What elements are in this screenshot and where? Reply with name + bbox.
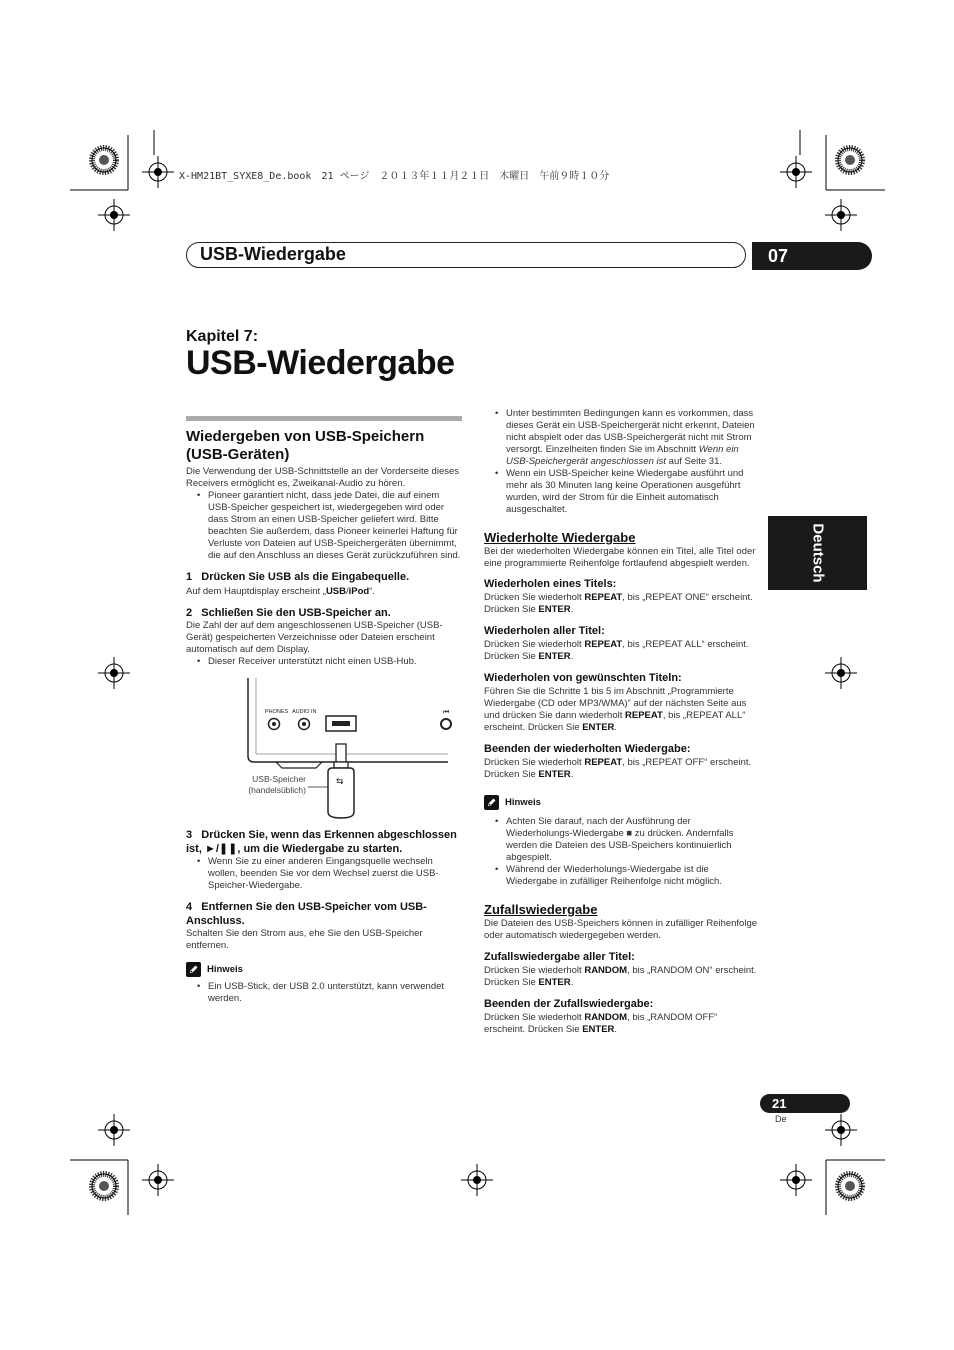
intro-bullets bbox=[186, 490, 462, 562]
left-column bbox=[186, 416, 462, 1005]
note-icon bbox=[186, 962, 201, 977]
random-section-title: Zufallswiedergabe bbox=[484, 902, 598, 917]
note-icon bbox=[484, 795, 499, 810]
repeat-all-heading: Wiederholen aller Titel: bbox=[484, 625, 605, 637]
repeat-intro: Bei der wiederholten Wiedergabe können ein Titel, alle Titel oder eine programmierte Reihenfolge fortlaufend abgespielt werden. bbox=[484, 546, 756, 569]
random-all-heading: Zufallswiedergabe aller Titel: bbox=[484, 951, 635, 963]
repeat-one-text: Drücken Sie wiederholt REPEAT, bis „REPEAT ONE“ erscheint. Drücken Sie ENTER. bbox=[484, 592, 753, 615]
step-2-bullets bbox=[186, 656, 462, 668]
right-column bbox=[484, 408, 760, 1036]
random-off-text: Drücken Sie wiederholt RANDOM, bis „RANDOM OFF“ erscheint. Drücken Sie ENTER. bbox=[484, 1012, 718, 1035]
svg-text:AUDIO IN: AUDIO IN bbox=[292, 709, 317, 715]
hint-bullets bbox=[484, 816, 760, 888]
list-item: • Pioneer garantiert nicht, dass jede Datei, die auf einem USB-Speicher gespeichert ist, wiedergegeben wird oder dass Strom an einen USB-Speicher geliefert wird. Bitte beachten Sie außerdem, dass Pioneer keinerlei Haftung für Verluste von Dateien auf USB-Speichergeräten übernimmt, die auf den Anschluss an dieses Gerät zurückzuführen sind. bbox=[186, 490, 462, 562]
hint-label: Hinweis bbox=[207, 963, 243, 975]
top-bullets bbox=[484, 408, 760, 516]
print-header: X-HM21BT_SYXE8_De.book 21 ページ ２０１３年１１月２１日 木曜日 午前９時１０分 bbox=[179, 171, 610, 182]
figure-caption-line2: (handelsüblich) bbox=[248, 785, 306, 795]
step-4-heading: 4 Entfernen Sie den USB-Speicher vom USB-Anschluss. bbox=[186, 901, 427, 927]
random-off-heading: Beenden der Zufallswiedergabe: bbox=[484, 998, 654, 1010]
chapter-label: Kapitel 7: bbox=[186, 328, 259, 345]
repeat-off-text: Drücken Sie wiederholt REPEAT, bis „REPEAT OFF“ erscheint. Drücken Sie ENTER. bbox=[484, 757, 752, 780]
repeat-one-heading: Wiederholen eines Titels: bbox=[484, 578, 617, 590]
list-item: • Während der Wiederholungs-Wiedergabe ist die Wiedergabe in zufälliger Reihenfolge nicht möglich. bbox=[484, 864, 760, 888]
figure-caption-line1: USB-Speicher bbox=[252, 774, 306, 784]
list-item: • Ein USB-Stick, der USB 2.0 unterstützt, kann verwendet werden. bbox=[186, 981, 462, 1005]
page-language: De bbox=[775, 1114, 787, 1124]
step-1-heading: 1 Drücken Sie USB als die Eingabequelle. bbox=[186, 571, 410, 583]
hint-header bbox=[484, 795, 760, 810]
header-title: USB-Wiedergabe bbox=[200, 244, 346, 264]
random-intro: Die Dateien des USB-Speichers können in zufälliger Reihenfolge oder automatisch wiedergegeben werden. bbox=[484, 918, 758, 941]
hint-header bbox=[186, 962, 462, 977]
section-rule bbox=[186, 416, 462, 421]
list-item: • Unter bestimmten Bedingungen kann es vorkommen, dass dieses Gerät ein USB-Speichergerät nicht erkennt, Dateien nicht abspielt oder das USB-Speichergerät nicht mit Strom versorgt. Einzelheiten finden Sie im Abschnitt Wenn ein USB-Speichergerät angeschlossen ist auf Seite 31. bbox=[484, 408, 760, 468]
repeat-prog-heading: Wiederholen von gewünschten Titeln: bbox=[484, 672, 682, 684]
step-3-bullets bbox=[186, 856, 462, 892]
list-item: • Wenn Sie zu einer anderen Eingangsquelle wechseln wollen, beenden Sie vor dem Wechsel zuerst die USB-Speicher-Wiedergabe. bbox=[186, 856, 462, 892]
usb-symbol-icon: ⇆ bbox=[336, 776, 344, 786]
skip-back-icon: ⏮ bbox=[443, 709, 450, 716]
list-item: • Wenn ein USB-Speicher keine Wiedergabe ausführt und mehr als 30 Minuten lang keine Operationen ausgeführt wurden, wird der Strom für die Einheit automatisch ausgeschaltet. bbox=[484, 468, 760, 516]
list-item: • Achten Sie darauf, nach der Ausführung der Wiederholungs-Wiedergabe ■ zu drücken. Andernfalls werden die Dateien des USB-Speichers kontinuierlich abgespielt. bbox=[484, 816, 760, 864]
hint-bullets bbox=[186, 981, 462, 1005]
language-tab bbox=[768, 516, 867, 590]
step-1-text: Auf dem Hauptdisplay erscheint „USB/iPod“. bbox=[186, 586, 376, 597]
language-tab-label: Deutsch bbox=[809, 523, 826, 583]
repeat-section-title: Wiederholte Wiedergabe bbox=[484, 530, 636, 545]
repeat-off-heading: Beenden der wiederholten Wiedergabe: bbox=[484, 743, 691, 755]
hint-label: Hinweis bbox=[505, 796, 541, 808]
repeat-all-text: Drücken Sie wiederholt REPEAT, bis „REPEAT ALL“ erscheint. Drücken Sie ENTER. bbox=[484, 639, 749, 662]
chapter-number-badge: 07 bbox=[752, 242, 872, 270]
list-item: • Dieser Receiver unterstützt nicht einen USB-Hub. bbox=[186, 656, 462, 668]
repeat-prog-text: Führen Sie die Schritte 1 bis 5 im Abschnitt „Programmierte Wiedergabe (CD oder MP3/WMA)“ auf der nächsten Seite aus und drücken Sie dann wiederholt REPEAT, bis „REPEAT ALL“ erscheint. Drücken Sie ENTER. bbox=[484, 686, 747, 733]
intro-text: Die Verwendung der USB-Schnittstelle an der Vorderseite dieses Receivers ermöglicht es, Zweikanal-Audio zu hören. bbox=[186, 466, 460, 489]
chapter-title: USB-Wiedergabe bbox=[186, 344, 455, 382]
svg-text:PHONES: PHONES bbox=[265, 709, 289, 715]
random-all-text: Drücken Sie wiederholt RANDOM, bis „RANDOM ON“ erscheint. Drücken Sie ENTER. bbox=[484, 965, 757, 988]
step-2-text: Die Zahl der auf dem angeschlossenen USB-Speicher (USB-Gerät) gespeicherten Verzeichnisse oder Dateien erscheint automatisch auf dem Display. bbox=[186, 620, 443, 655]
step-3-heading: 3 Drücken Sie, wenn das Erkennen abgeschlossen ist, ►/❚❚, um die Wiedergabe zu starten. bbox=[186, 829, 457, 855]
step-2-heading: 2 Schließen Sie den USB-Speicher an. bbox=[186, 607, 391, 619]
usb-connection-figure bbox=[186, 676, 462, 826]
page-number: 21 bbox=[760, 1094, 850, 1113]
section-title: Wiedergeben von USB-Speichern (USB-Geräten) bbox=[186, 428, 425, 463]
step-4-text: Schalten Sie den Strom aus, ehe Sie den USB-Speicher entfernen. bbox=[186, 928, 423, 951]
